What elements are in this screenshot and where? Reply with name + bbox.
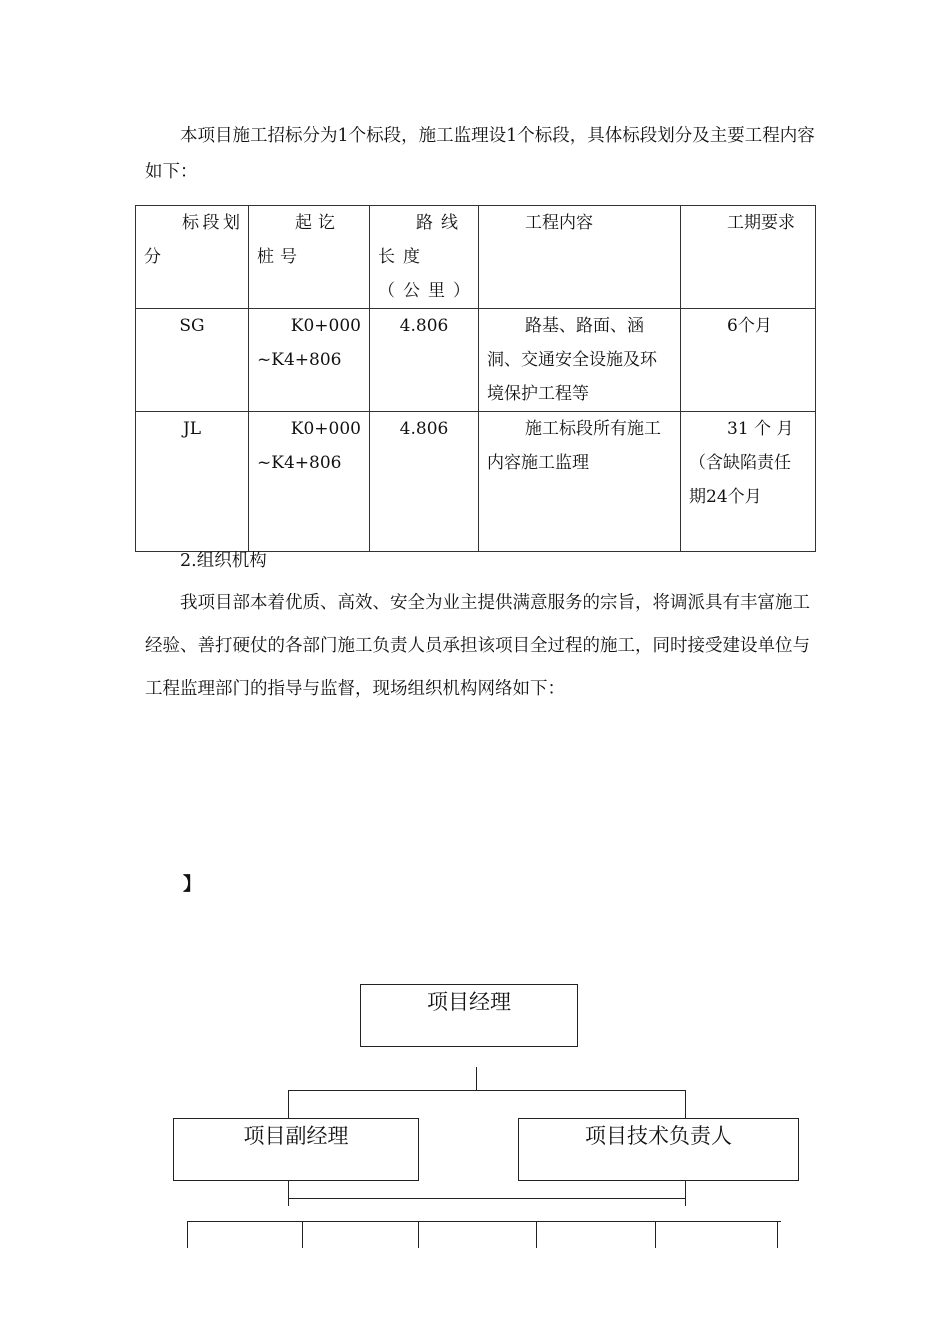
row-content: 施工标段所有施工内容施工监理: [479, 412, 681, 552]
row-content: 路基、路面、涵洞、交通安全设施及环境保护工程等: [479, 309, 681, 412]
table-row: [136, 412, 816, 552]
header-section: 标段划分: [136, 206, 249, 309]
connector-line: [187, 1221, 188, 1248]
row-length: 4.806: [370, 309, 479, 412]
section-table: [135, 205, 816, 552]
row-stake: [249, 309, 370, 412]
row-section: SG: [136, 309, 249, 412]
table-row: [136, 309, 816, 412]
connector-line: [476, 1067, 477, 1091]
stake-to: ~K4+806: [257, 453, 342, 473]
row-stake: [249, 412, 370, 552]
header-length: 路线长度（公里）: [370, 206, 479, 309]
stake-from: K0+000: [290, 316, 361, 336]
header-content: 工程内容: [479, 206, 681, 309]
row-length: 4.806: [370, 412, 479, 552]
stray-mark: 】: [183, 874, 201, 895]
header-stake: 起讫桩号: [249, 206, 370, 309]
org-paragraph: 我项目部本着优质、高效、安全为业主提供满意服务的宗旨，将调派具有丰富施工经验、善打硬仗的各部门施工负责人员承担该项目全过程的施工，同时接受建设单位与工程监理部门的指导与监督，现场组织机构网络如下：: [145, 593, 810, 699]
stake-from: K0+000: [290, 419, 361, 439]
org-box-technical-lead: 项目技术负责人: [518, 1118, 799, 1181]
connector-line: [288, 1090, 686, 1091]
connector-line: [187, 1221, 781, 1222]
row-section: JL: [136, 412, 249, 552]
org-box-deputy-manager: 项目副经理: [173, 1118, 419, 1181]
stake-to: ~K4+806: [257, 350, 342, 370]
section-title: 2.组织机构: [180, 551, 267, 571]
connector-line: [536, 1221, 537, 1248]
row-period: 6个月: [681, 309, 816, 412]
connector-line: [655, 1221, 656, 1248]
header-period: 工期要求: [681, 206, 816, 309]
table-header-row: [136, 206, 816, 309]
intro-paragraph: 本项目施工招标分为1个标段，施工监理设1个标段，具体标段划分及主要工程内容如下：: [145, 126, 815, 182]
org-box-manager: 项目经理: [360, 984, 578, 1047]
connector-line: [302, 1221, 303, 1248]
connector-line: [288, 1198, 686, 1199]
connector-line: [777, 1221, 778, 1248]
row-period: 31 个 月（含缺陷责任期24个月: [681, 412, 816, 552]
connector-line: [418, 1221, 419, 1248]
